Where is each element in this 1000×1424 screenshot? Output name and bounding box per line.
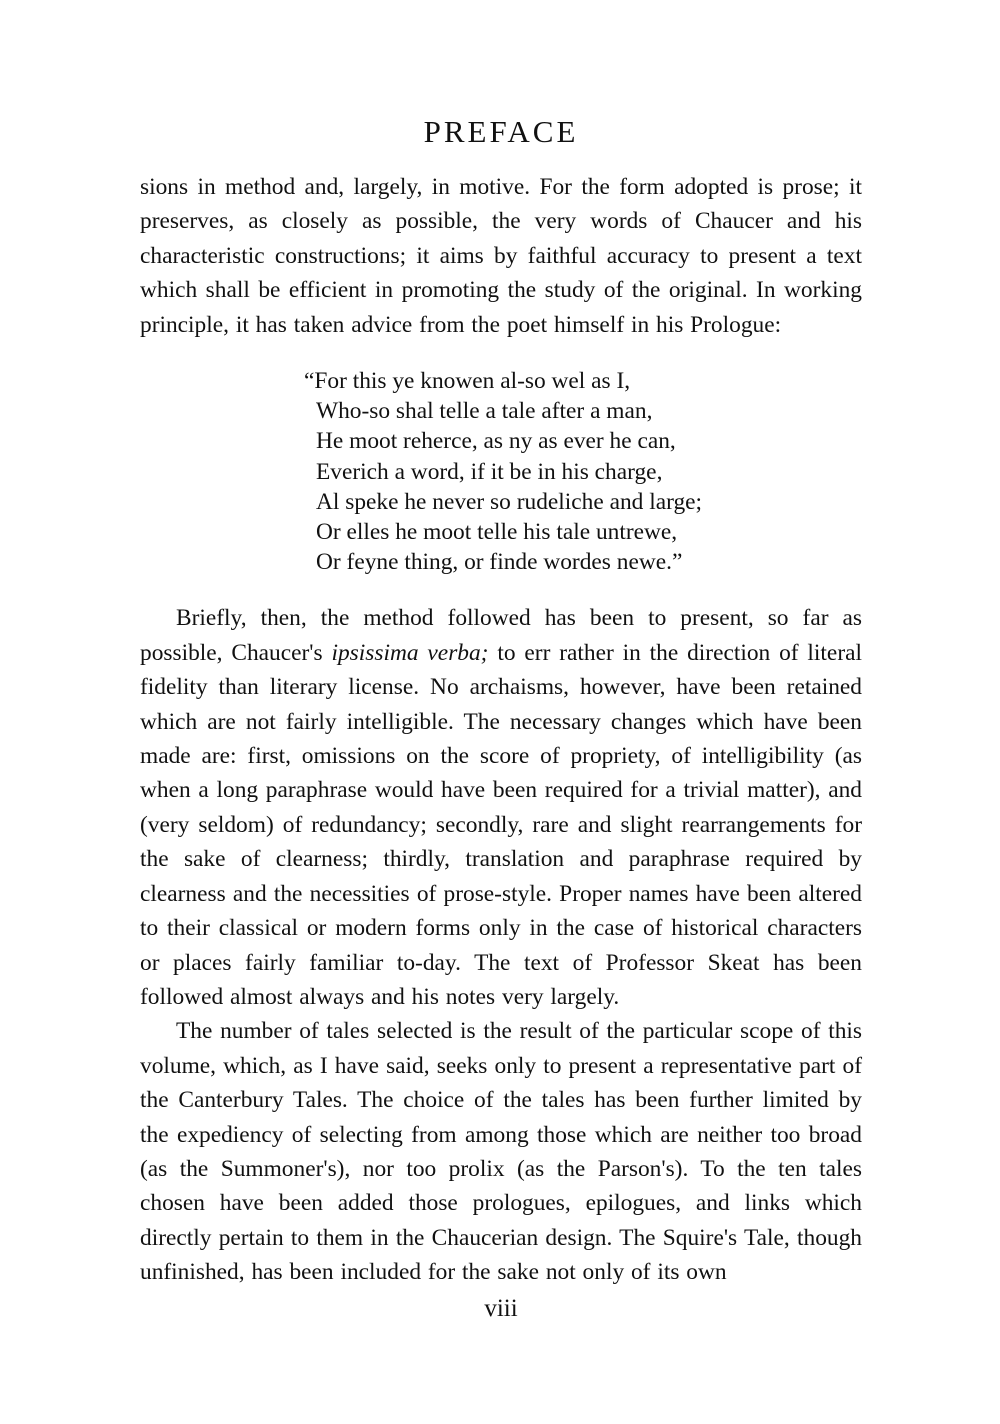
book-page (140, 112, 862, 1324)
quote-line: Everich a word, if it be in his charge, (316, 458, 663, 485)
quote-line: “For this ye knowen al-so wel as I, (304, 368, 631, 395)
quote-line: Al speke he never so rudeliche and large; (316, 488, 703, 515)
quote-line: Or feyne thing, or finde wordes newe.” (316, 549, 683, 576)
paragraph-tales-selected: The number of tales selected is the result of the particular scope of this volume, which, as I have said, seeks only to present a representative part of the Canterbury Tales. The choice of the tales has been further limited by the expediency of selecting from among those which are neither too broad (as the Summoner's), nor too prolix (as the Parson's). To the ten tales chosen have been added those prologues, epilogues, and links which directly pertain to them in the Chaucerian design. The Squire's Tale, though unfinished, has been included for the sake not only of its own (140, 1018, 862, 1286)
paragraph-briefly-rest: to err rather in the direction of literal fidelity than literary license. No archaisms, however, have been retained which are not fairly intelligible. The necessary changes which have been made are: first, omissions on the score of propriety, of intelligibility (as when a long paraphrase would have been required for a trivial matter), and (very seldom) of redundancy; secondly, rare and slight rearrangements for the sake of clearness; thirdly, translation and paraphrase required by clearness and the necessities of prose-style. Proper names have been altered to their classical or modern forms only in the case of historical characters or places fairly familiar to-day. The text of Professor Skeat has been followed almost always and his notes very largely. (140, 639, 862, 1010)
page-heading: PREFACE (423, 114, 579, 149)
quote-line: He moot reherce, as ny as ever he can, (316, 428, 676, 455)
quote-line: Who-so shal telle a tale after a man, (316, 398, 653, 425)
page-number: viii (484, 1294, 518, 1322)
paragraph-method: sions in method and, largely, in motive. For the form adopted is prose; it preserves, as closely as possible, the very words of Chaucer and his characteristic constructions; it aims by faithful accuracy to present a text which shall be efficient in promoting the study of the original. In working principle, it has taken advice from the poet himself in his Prologue: (140, 174, 862, 338)
paragraph-briefly-start: Briefly, then, the method followed has been to present, so far as possible, Chaucer's (140, 605, 862, 666)
quote-line: Or elles he moot telle his tale untrewe, (316, 519, 678, 546)
ipsissima-verba-italic: ipsissima verba; (331, 639, 489, 666)
paragraph-briefly (140, 601, 862, 1014)
chaucer-quotation (304, 366, 862, 577)
